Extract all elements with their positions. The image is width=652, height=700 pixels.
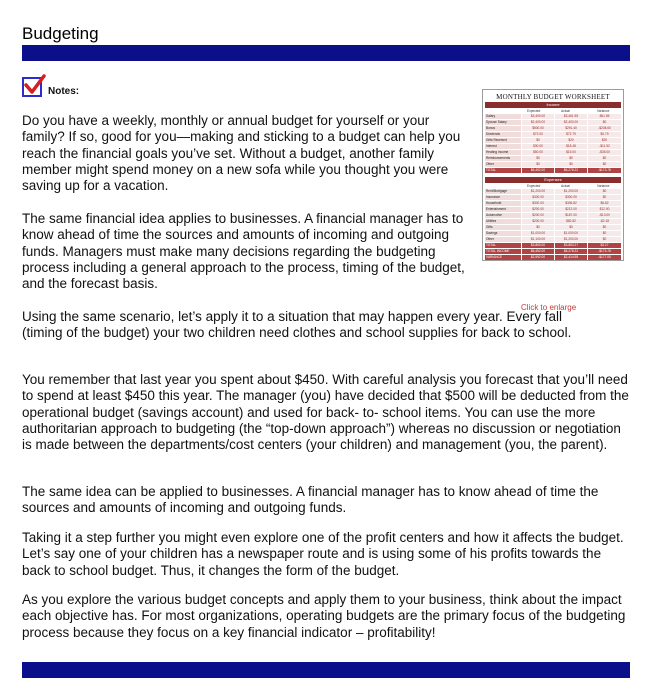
income-row [485, 126, 621, 131]
paragraph-7: As you explore the various budget concepts and apply them to your business, think about the impact each objective has. For most organizations, operating budgets are the primary focus of the budgeting process because they focus on a key financial indicator – profitability! [22, 592, 626, 640]
column-header: Actual [561, 184, 570, 188]
income-row [485, 162, 621, 167]
row-value: $200.00 [522, 213, 554, 218]
row-value: $0 [522, 162, 554, 167]
row-value: $20 [588, 138, 621, 143]
row-value: $6,278.22 [555, 249, 587, 254]
row-value: $1,000.00 [555, 231, 587, 236]
row-value: $3,860.00 [522, 243, 554, 248]
row-value: $300.00 [555, 195, 587, 200]
row-value: $6,452.00 [522, 168, 554, 173]
expense-row [485, 225, 621, 230]
row-label: TOTAL [485, 168, 521, 173]
paragraph-1: Do you have a weekly, monthly or annual budget for yourself or your family? If so, good for you—making and sticking to a budget can help you reach the financial goals you’ve set. Without a budget, another family member might spend money on a new sofa while you thought you were saving up for a vacation. [22, 113, 461, 194]
row-value: $2,400.00 [522, 120, 554, 125]
paragraph-5: The same idea can be applied to businesses. A financial manager has to know ahead of time the sources and amounts of incoming and outgoing funds. [22, 484, 599, 516]
row-value: $3,400.00 [522, 114, 554, 119]
row-value: $0 [588, 237, 621, 242]
row-value: $300.00 [522, 201, 554, 206]
row-value: $1,000.00 [522, 231, 554, 236]
row-value: $300.00 [522, 195, 554, 200]
income-row [485, 138, 621, 143]
row-value: $72.00 [522, 132, 554, 137]
row-label: Bonus [485, 126, 521, 131]
row-label: Rent/Mortgage [485, 189, 521, 194]
row-value: $0 [588, 156, 621, 161]
expense-row [485, 189, 621, 194]
income-row [485, 150, 621, 155]
income-row [485, 168, 621, 173]
expense-row [485, 201, 621, 206]
paragraph-4: You remember that last year you spent about $450. With careful analysis you forecast that you’ll need to spend at least $450 this year. The manager (you) have decided that $500 will be deducted from the operational budget (savings account) and used for back- to- school items. You can use the more authoritarian approach to budgeting (the “top-down approach”) whereas no discussion or negotiation is made between the departments/cost centers (your children) and management (you, the parent). [22, 372, 629, 453]
row-value: $15.00 [555, 150, 587, 155]
top-banner-bar [22, 45, 630, 61]
row-value: $500.00 [522, 126, 554, 131]
income-row [485, 132, 621, 137]
column-header: Expected [527, 184, 541, 188]
row-value: $3.27 [588, 243, 621, 248]
row-label: Spouse Salary [485, 120, 521, 125]
row-value: $200.00 [522, 219, 554, 224]
row-value: $200.00 [522, 207, 554, 212]
row-value: $1,100.00 [522, 237, 554, 242]
income-row [485, 120, 621, 125]
column-header: Variance [597, 109, 610, 113]
row-value: $12.00 [588, 207, 621, 212]
row-label: Utilities [485, 219, 521, 224]
click-to-enlarge-link[interactable]: Click to enlarge [521, 303, 577, 312]
expense-row [485, 207, 621, 212]
expense-band: Expenses [485, 177, 621, 183]
row-value: $72.79 [555, 132, 587, 137]
row-value: -$2.18 [588, 219, 621, 224]
row-value: $6,452.00 [522, 249, 554, 254]
row-label: Savings [485, 231, 521, 236]
row-label: Gifts [485, 225, 521, 230]
income-row [485, 156, 621, 161]
row-value: $0 [555, 162, 587, 167]
row-value: $0 [522, 138, 554, 143]
row-value: $0 [588, 231, 621, 236]
row-value: $2,592.00 [522, 255, 554, 260]
expense-row [485, 195, 621, 200]
row-value: $0 [588, 195, 621, 200]
row-value: $187.00 [555, 213, 587, 218]
row-value: $1,200.00 [555, 237, 587, 242]
row-value: $2,400.00 [555, 120, 587, 125]
row-label: Salary [485, 114, 521, 119]
paragraph-2: The same financial idea applies to businesses. A financial manager has to know ahead of time the sources and amounts of incoming and outgoing funds. Managers must make many decisions regarding the budgeting process including a general approach to the process, timing of the budget, and the forecast basis. [22, 211, 465, 292]
row-value: $1,200.00 [522, 189, 554, 194]
row-label: Entertainment [485, 207, 521, 212]
row-value: $18.48 [555, 144, 587, 149]
worksheet-title: MONTHLY BUDGET WORKSHEET [496, 93, 610, 101]
row-value: $6,278.22 [555, 168, 587, 173]
row-label: Other [485, 237, 521, 242]
row-value: $30.00 [522, 144, 554, 149]
row-label: Automotive [485, 213, 521, 218]
expense-row [485, 249, 621, 254]
row-label: TOTAL INCOME [485, 249, 521, 254]
row-label: Other [485, 162, 521, 167]
row-label: Dividends [485, 132, 521, 137]
income-row [485, 114, 621, 119]
row-value: $0 [588, 162, 621, 167]
row-label: VARIANCE [485, 255, 521, 260]
paragraph-3: Using the same scenario, let’s apply it to a situation that may happen every year. Every fall (timing of the budget) your two children need clothes and school supplies for back to school. [22, 309, 572, 341]
row-value: $0.79 [588, 132, 621, 137]
row-value: $20 [555, 138, 587, 143]
row-value: $0 [588, 189, 621, 194]
column-header: Actual [561, 109, 570, 113]
row-value: $291.40 [555, 126, 587, 131]
row-value: $3,863.27 [555, 243, 587, 248]
budget-worksheet-thumbnail[interactable] [482, 89, 624, 261]
expense-row [485, 243, 621, 248]
row-value: -$13.00 [588, 213, 621, 218]
row-value: $0 [522, 225, 554, 230]
row-value: -$173.78 [588, 168, 621, 173]
row-value: $0 [588, 225, 621, 230]
row-value: $0 [555, 156, 587, 161]
expense-row [485, 237, 621, 242]
checkbox-checked-icon [22, 77, 42, 97]
row-value: $6.82 [588, 201, 621, 206]
expense-row [485, 213, 621, 218]
row-label: TOTAL [485, 243, 521, 248]
row-label: Gifts Received [485, 138, 521, 143]
expense-row [485, 255, 621, 260]
row-value: $1,200.00 [555, 189, 587, 194]
row-value: -$177.05 [588, 255, 621, 260]
row-value: $61.55 [588, 114, 621, 119]
column-header: Variance [597, 184, 610, 188]
paragraph-6: Taking it a step further you might even explore one of the profit centers and how it affects the budget. Let’s say one of your children has a newspaper route and is using some of his profits towards the back to school budget. Thus, it changes the form of the budget. [22, 530, 624, 578]
row-value: $212.00 [555, 207, 587, 212]
row-value: $2,414.95 [555, 255, 587, 260]
row-label: Interest [485, 144, 521, 149]
row-value: $50.00 [522, 150, 554, 155]
expense-row [485, 219, 621, 224]
bottom-banner-bar [22, 662, 630, 678]
row-value: $82.82 [555, 219, 587, 224]
row-value: $0 [522, 156, 554, 161]
row-label: Reimbursements [485, 156, 521, 161]
row-value: $0 [555, 225, 587, 230]
income-row [485, 144, 621, 149]
row-label: Insurance [485, 195, 521, 200]
income-band: Income [485, 102, 621, 108]
row-label: Heating Income [485, 150, 521, 155]
row-label: Household [485, 201, 521, 206]
notes-label: Notes: [48, 86, 80, 97]
column-header: Expected [527, 109, 541, 113]
row-value: -$208.60 [588, 126, 621, 131]
row-value: -$35.00 [588, 150, 621, 155]
row-value: $3,461.55 [555, 114, 587, 119]
row-value: -$173.78 [588, 249, 621, 254]
row-value: $306.82 [555, 201, 587, 206]
page-title: Budgeting [22, 24, 99, 43]
row-value: $0 [588, 120, 621, 125]
expense-row [485, 231, 621, 236]
row-value: -$11.52 [588, 144, 621, 149]
